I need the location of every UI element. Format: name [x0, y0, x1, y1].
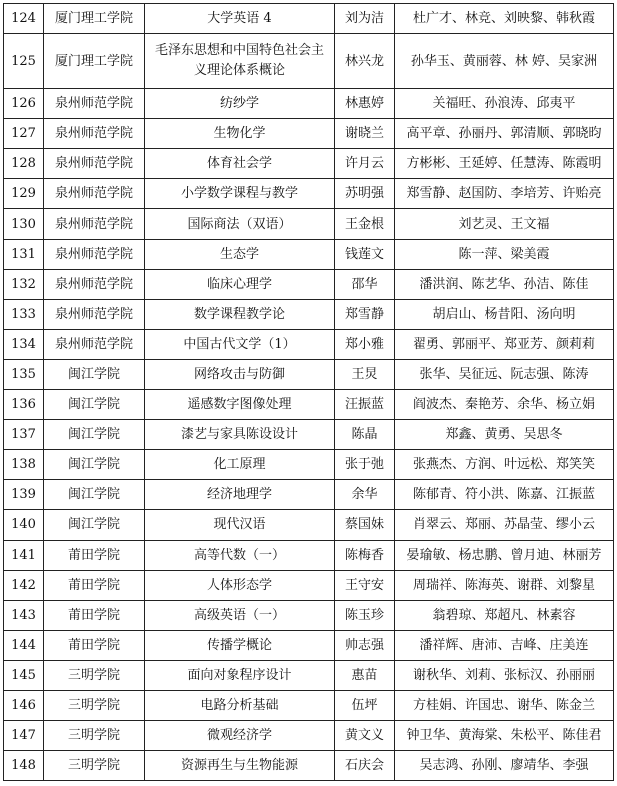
school-name: 泉州师范学院	[44, 329, 145, 359]
school-name: 泉州师范学院	[44, 119, 145, 149]
team-members: 胡启山、杨昔阳、汤向明	[395, 299, 614, 329]
table-row	[4, 209, 614, 239]
school-name: 闽江学院	[44, 420, 145, 450]
course-table	[3, 3, 614, 781]
row-number: 136	[4, 390, 44, 420]
school-name: 莆田学院	[44, 600, 145, 630]
row-number: 139	[4, 480, 44, 510]
course-lead: 许月云	[335, 149, 395, 179]
course-name: 中国古代文学（1）	[145, 329, 335, 359]
table-row	[4, 690, 614, 720]
table-body	[4, 4, 614, 781]
school-name: 三明学院	[44, 690, 145, 720]
team-members: 孙华玉、黄丽蓉、林 婷、吴家洲	[395, 34, 614, 89]
row-number: 125	[4, 34, 44, 89]
course-lead: 钱莲文	[335, 239, 395, 269]
school-name: 莆田学院	[44, 630, 145, 660]
team-members: 刘艺灵、王文福	[395, 209, 614, 239]
school-name: 厦门理工学院	[44, 34, 145, 89]
table-row	[4, 510, 614, 540]
team-members: 肖翠云、郑丽、苏晶莹、缪小云	[395, 510, 614, 540]
team-members: 晏瑜敏、杨忠鹏、曾月迪、林丽芳	[395, 540, 614, 570]
course-name: 数学课程教学论	[145, 299, 335, 329]
course-lead: 蔡国妹	[335, 510, 395, 540]
row-number: 130	[4, 209, 44, 239]
team-members: 张华、吴征远、阮志强、陈涛	[395, 359, 614, 389]
table-row	[4, 359, 614, 389]
team-members: 阎波杰、秦艳芳、余华、杨立娟	[395, 390, 614, 420]
course-name: 面向对象程序设计	[145, 660, 335, 690]
course-name: 漆艺与家具陈设设计	[145, 420, 335, 450]
team-members: 吴志鸿、孙刚、廖靖华、李强	[395, 751, 614, 781]
school-name: 闽江学院	[44, 480, 145, 510]
team-members: 高平章、孙丽丹、郭清顺、郭晓昀	[395, 119, 614, 149]
row-number: 124	[4, 4, 44, 34]
school-name: 闽江学院	[44, 359, 145, 389]
school-name: 三明学院	[44, 751, 145, 781]
course-lead: 陈玉珍	[335, 600, 395, 630]
course-lead: 郑雪静	[335, 299, 395, 329]
team-members: 陈郁青、符小洪、陈嘉、江振蓝	[395, 480, 614, 510]
school-name: 泉州师范学院	[44, 299, 145, 329]
course-name: 电路分析基础	[145, 690, 335, 720]
school-name: 三明学院	[44, 721, 145, 751]
course-name: 纺纱学	[145, 89, 335, 119]
school-name: 厦门理工学院	[44, 4, 145, 34]
table-row	[4, 239, 614, 269]
school-name: 闽江学院	[44, 510, 145, 540]
course-lead: 张于弛	[335, 450, 395, 480]
row-number: 145	[4, 660, 44, 690]
table-row	[4, 34, 614, 89]
team-members: 张燕杰、方润、叶远松、郑笑笑	[395, 450, 614, 480]
course-name: 人体形态学	[145, 570, 335, 600]
course-name: 生态学	[145, 239, 335, 269]
course-lead: 王金根	[335, 209, 395, 239]
course-name: 体育社会学	[145, 149, 335, 179]
course-lead: 郑小雅	[335, 329, 395, 359]
course-lead: 王炅	[335, 359, 395, 389]
course-name: 化工原理	[145, 450, 335, 480]
table-row	[4, 119, 614, 149]
table-row	[4, 149, 614, 179]
course-lead: 陈梅香	[335, 540, 395, 570]
row-number: 137	[4, 420, 44, 450]
row-number: 132	[4, 269, 44, 299]
school-name: 闽江学院	[44, 390, 145, 420]
table-row	[4, 89, 614, 119]
team-members: 陈一萍、梁美霞	[395, 239, 614, 269]
course-name: 高等代数（一）	[145, 540, 335, 570]
course-lead: 汪振蓝	[335, 390, 395, 420]
table-row	[4, 660, 614, 690]
table-row	[4, 4, 614, 34]
course-lead: 余华	[335, 480, 395, 510]
team-members: 翁碧琼、郑超凡、林素容	[395, 600, 614, 630]
course-lead: 林兴龙	[335, 34, 395, 89]
team-members: 郑雪静、赵国防、李培芳、许贻亮	[395, 179, 614, 209]
row-number: 127	[4, 119, 44, 149]
school-name: 莆田学院	[44, 540, 145, 570]
row-number: 126	[4, 89, 44, 119]
course-lead: 陈晶	[335, 420, 395, 450]
row-number: 142	[4, 570, 44, 600]
course-name: 现代汉语	[145, 510, 335, 540]
course-name: 生物化学	[145, 119, 335, 149]
row-number: 146	[4, 690, 44, 720]
row-number: 141	[4, 540, 44, 570]
table-row	[4, 570, 614, 600]
row-number: 128	[4, 149, 44, 179]
school-name: 泉州师范学院	[44, 239, 145, 269]
team-members: 翟勇、郭丽平、郑亚芳、颜莉莉	[395, 329, 614, 359]
school-name: 三明学院	[44, 660, 145, 690]
table-row	[4, 329, 614, 359]
course-lead: 伍坪	[335, 690, 395, 720]
course-lead: 帅志强	[335, 630, 395, 660]
row-number: 138	[4, 450, 44, 480]
team-members: 潘洪润、陈艺华、孙洁、陈佳	[395, 269, 614, 299]
table-row	[4, 600, 614, 630]
team-members: 杜广才、林竞、刘映黎、韩秋霞	[395, 4, 614, 34]
school-name: 泉州师范学院	[44, 209, 145, 239]
course-name: 传播学概论	[145, 630, 335, 660]
row-number: 144	[4, 630, 44, 660]
row-number: 133	[4, 299, 44, 329]
course-lead: 黄文义	[335, 721, 395, 751]
table-row	[4, 299, 614, 329]
row-number: 131	[4, 239, 44, 269]
course-name: 国际商法（双语）	[145, 209, 335, 239]
course-lead: 邵华	[335, 269, 395, 299]
team-members: 方彬彬、王延婷、任慧涛、陈霞明	[395, 149, 614, 179]
course-lead: 王守安	[335, 570, 395, 600]
course-name: 经济地理学	[145, 480, 335, 510]
course-lead: 林惠婷	[335, 89, 395, 119]
table-row	[4, 450, 614, 480]
course-name: 小学数学课程与教学	[145, 179, 335, 209]
table-row	[4, 630, 614, 660]
team-members: 郑鑫、黄勇、吴思冬	[395, 420, 614, 450]
table-row	[4, 721, 614, 751]
course-lead: 石庆会	[335, 751, 395, 781]
school-name: 泉州师范学院	[44, 149, 145, 179]
team-members: 谢秋华、刘莉、张标汉、孙丽丽	[395, 660, 614, 690]
team-members: 钟卫华、黄海棠、朱松平、陈佳君	[395, 721, 614, 751]
course-lead: 苏明强	[335, 179, 395, 209]
course-name: 毛泽东思想和中国特色社会主义理论体系概论	[145, 34, 335, 89]
school-name: 泉州师范学院	[44, 179, 145, 209]
row-number: 134	[4, 329, 44, 359]
course-name: 高级英语（一）	[145, 600, 335, 630]
course-name: 遥感数字图像处理	[145, 390, 335, 420]
table-row	[4, 540, 614, 570]
course-name: 临床心理学	[145, 269, 335, 299]
course-name: 大学英语 4	[145, 4, 335, 34]
table-row	[4, 390, 614, 420]
team-members: 潘祥辉、唐沛、吉峰、庄美连	[395, 630, 614, 660]
table-row	[4, 751, 614, 781]
school-name: 莆田学院	[44, 570, 145, 600]
course-name: 网络攻击与防御	[145, 359, 335, 389]
row-number: 135	[4, 359, 44, 389]
team-members: 关福旺、孙浪涛、邱夷平	[395, 89, 614, 119]
row-number: 147	[4, 721, 44, 751]
course-lead: 刘为洁	[335, 4, 395, 34]
row-number: 140	[4, 510, 44, 540]
team-members: 周瑞祥、陈海英、谢群、刘黎星	[395, 570, 614, 600]
school-name: 泉州师范学院	[44, 269, 145, 299]
row-number: 148	[4, 751, 44, 781]
row-number: 129	[4, 179, 44, 209]
school-name: 泉州师范学院	[44, 89, 145, 119]
school-name: 闽江学院	[44, 450, 145, 480]
course-lead: 谢晓兰	[335, 119, 395, 149]
table-row	[4, 480, 614, 510]
course-lead: 惠苗	[335, 660, 395, 690]
team-members: 方桂娟、许国忠、谢华、陈金兰	[395, 690, 614, 720]
table-row	[4, 420, 614, 450]
course-name: 资源再生与生物能源	[145, 751, 335, 781]
table-row	[4, 179, 614, 209]
table-row	[4, 269, 614, 299]
row-number: 143	[4, 600, 44, 630]
course-name: 微观经济学	[145, 721, 335, 751]
